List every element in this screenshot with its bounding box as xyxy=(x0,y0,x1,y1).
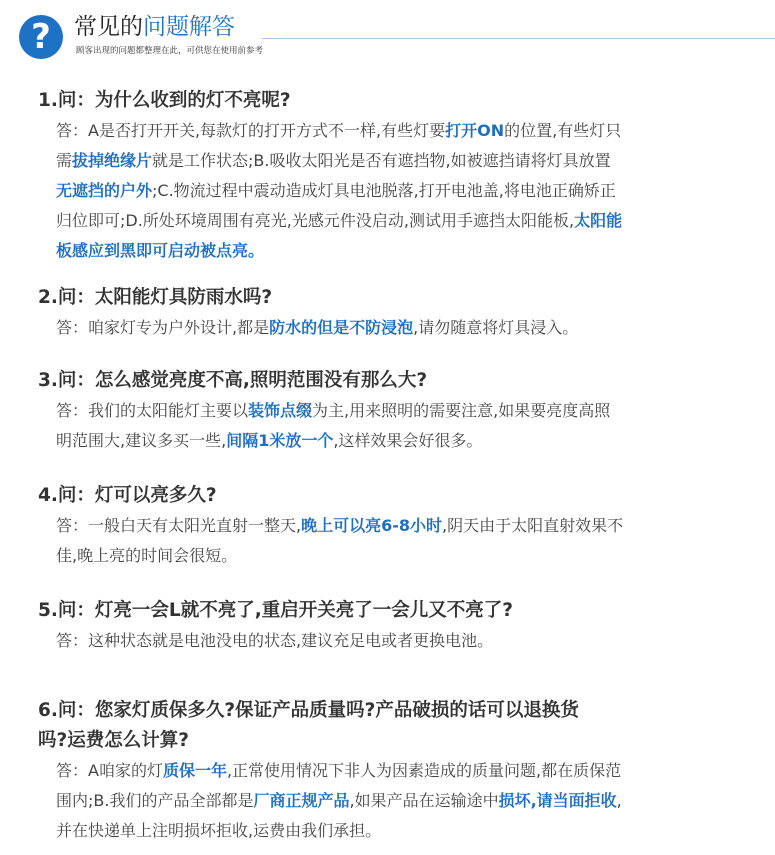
page-title xyxy=(74,12,235,42)
answer-text: 的位置,有些灯只 xyxy=(504,121,622,140)
answer-text: ;C.物流过程中震动造成灯具电池脱落,打开电池盖,将电池正确矫正 xyxy=(152,181,616,200)
answer-text: ,正常使用情况下非人为因素造成的质量问题,都在质保范 xyxy=(226,761,622,780)
answer-text: 就是工作状态;B.吸收太阳光是否有遮挡物,如被遮挡请将灯具放置 xyxy=(152,151,611,170)
answer-line xyxy=(56,236,738,266)
question-line: 吗?运费怎么计算? xyxy=(38,730,189,751)
question-mark-icon: ? xyxy=(19,15,63,59)
answer-line xyxy=(56,176,738,206)
answer-line xyxy=(56,626,738,656)
answer-text: , xyxy=(616,791,622,810)
page-title-dark: 常见的 xyxy=(74,14,143,40)
highlighted-text: 装饰点缀 xyxy=(248,401,313,420)
faq-item-5 xyxy=(38,596,738,656)
faq-item-3 xyxy=(38,366,738,456)
answer-line xyxy=(56,426,738,456)
answer-line xyxy=(56,756,738,786)
answer-line xyxy=(56,786,738,816)
question-line: 6.问：您家灯质保多久?保证产品质量吗?产品破损的话可以退换货 xyxy=(38,700,579,721)
answer-line xyxy=(56,511,738,541)
answer-text: 需 xyxy=(56,151,73,170)
answer-text: 并在快递单上注明损坏拒收,运费由我们承担。 xyxy=(56,821,382,840)
answer xyxy=(56,511,738,571)
question-line: 2.问：太阳能灯具防雨水吗? xyxy=(38,287,273,308)
answer-text: ,如果产品在运输途中 xyxy=(349,791,499,810)
answer-text: 答：我们的太阳能灯主要以 xyxy=(56,401,249,420)
highlighted-text: 防水的但是不防浸泡 xyxy=(269,318,414,337)
answer-line xyxy=(56,206,738,236)
highlighted-text: 间隔1米放一个 xyxy=(226,431,334,450)
answer-text: 围内;B.我们的产品全部都是 xyxy=(56,791,254,810)
answer-text: ,请勿随意将灯具浸入。 xyxy=(413,318,579,337)
highlighted-text: 板感应到黑即可启动被点亮。 xyxy=(56,241,265,260)
highlighted-text: 拔掉绝缘片 xyxy=(72,151,153,170)
faq-header xyxy=(0,0,775,70)
answer-line xyxy=(56,396,738,426)
answer-text: 佳,晚上亮的时间会很短。 xyxy=(56,546,238,565)
answer xyxy=(56,313,738,343)
answer-text: 答：这种状态就是电池没电的状态,建议充足电或者更换电池。 xyxy=(56,631,494,650)
question-line: 4.问：灯可以亮多久? xyxy=(38,485,217,506)
answer-text: 答：咱家灯专为户外设计,都是 xyxy=(56,318,270,337)
answer-line xyxy=(56,816,738,846)
answer-text: 答：一般白天有太阳光直射一整天, xyxy=(56,516,302,535)
faq-item-1 xyxy=(38,86,738,266)
highlighted-text: 损坏,请当面拒收 xyxy=(498,791,617,810)
answer xyxy=(56,626,738,656)
answer xyxy=(56,756,738,846)
page-subtitle: 顾客出现的问题都整理在此，可供您在使用前参考 xyxy=(76,46,264,56)
faq-item-4 xyxy=(38,481,738,571)
faq-item-2 xyxy=(38,283,738,343)
answer-text: 答：A咱家的灯 xyxy=(56,761,163,780)
answer-text: 归位即可;D.所处环境周围有亮光,光感元件没启动,测试用手遮挡太阳能板, xyxy=(56,211,575,230)
highlighted-text: 质保一年 xyxy=(162,761,227,780)
page-title-blue: 问题解答 xyxy=(143,14,235,40)
answer-line xyxy=(56,541,738,571)
header-divider xyxy=(262,38,775,39)
highlighted-text: 晚上可以亮6-8小时 xyxy=(301,516,443,535)
answer-text: ,这样效果会好很多。 xyxy=(333,431,483,450)
highlighted-text: 打开ON xyxy=(445,121,505,140)
answer-text: 明范围大,建议多买一些, xyxy=(56,431,227,450)
highlighted-text: 太阳能 xyxy=(574,211,623,230)
highlighted-text: 厂商正规产品 xyxy=(253,791,350,810)
faq-item-6 xyxy=(38,696,738,846)
question-line: 5.问：灯亮一会L就不亮了,重启开关亮了一会儿又不亮了? xyxy=(38,600,513,621)
answer xyxy=(56,396,738,456)
highlighted-text: 无遮挡的户外 xyxy=(56,181,153,200)
question-line: 3.问：怎么感觉亮度不高,照明范围没有那么大? xyxy=(38,370,428,391)
answer-line xyxy=(56,116,738,146)
answer-text: ,阴天由于太阳直射效果不 xyxy=(442,516,624,535)
answer-text: 为主,用来照明的需要注意,如果要亮度高照 xyxy=(312,401,611,420)
answer-line xyxy=(56,146,738,176)
answer-line xyxy=(56,313,738,343)
answer xyxy=(56,116,738,266)
answer-text: 答：A是否打开开关,每款灯的打开方式不一样,有些灯要 xyxy=(56,121,446,140)
question-line: 1.问：为什么收到的灯不亮呢? xyxy=(38,90,291,111)
